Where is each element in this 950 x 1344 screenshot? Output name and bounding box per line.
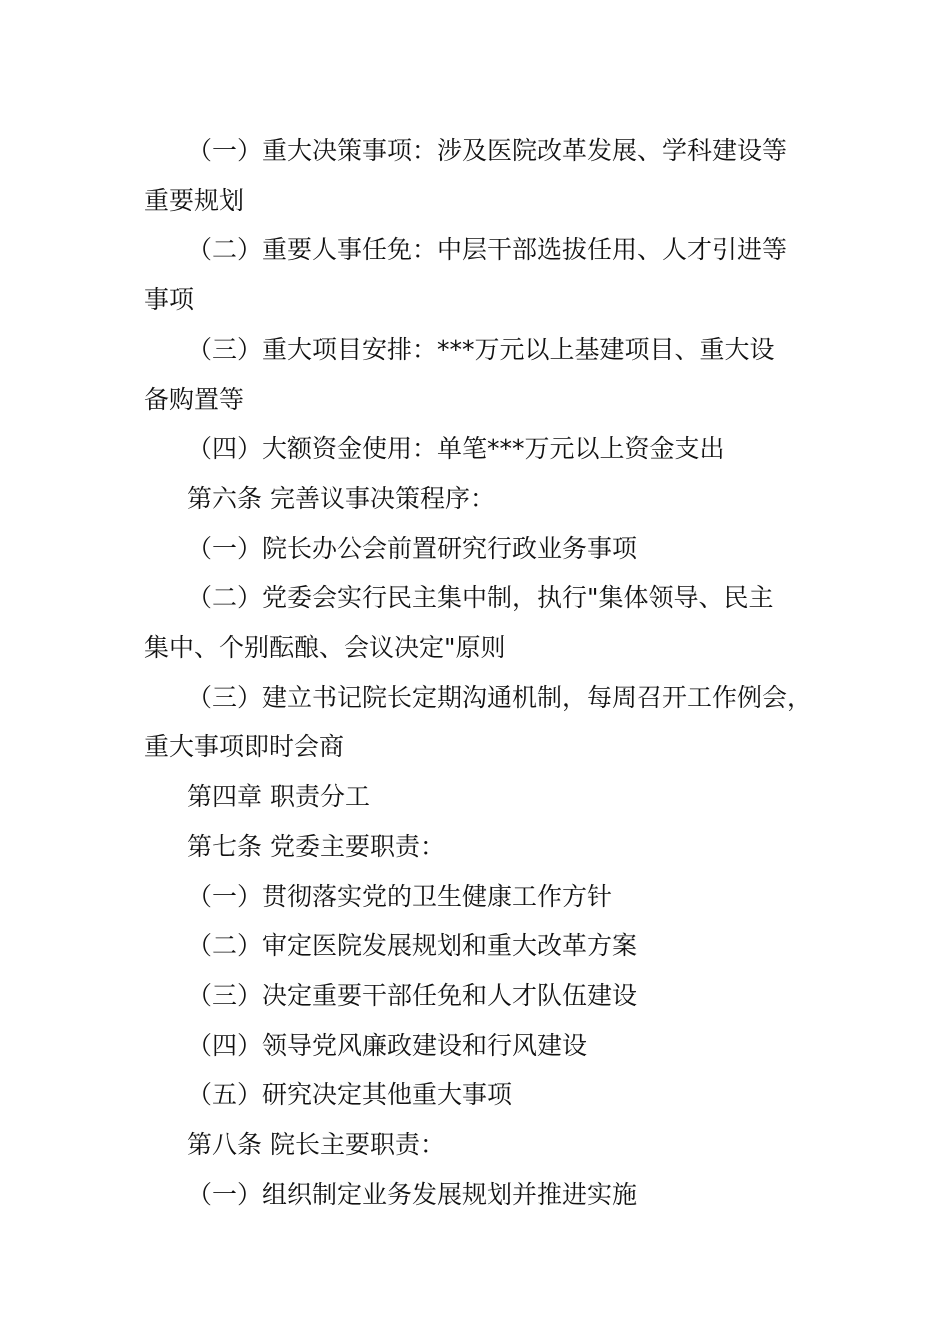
article-8-heading <box>144 1120 834 1170</box>
paragraph-communication-cont <box>144 722 834 772</box>
text-line: 第六条 完善议事决策程序： <box>187 483 495 513</box>
text-line: 集中、个别酝酿、会议决定"原则 <box>144 633 506 663</box>
text-line: 第四章 职责分工 <box>187 782 370 812</box>
paragraph-personnel-cont <box>144 275 834 325</box>
list-item <box>144 921 834 971</box>
list-item <box>144 1170 834 1220</box>
article-7-heading <box>144 822 834 872</box>
paragraph-president-office <box>144 524 834 574</box>
list-item <box>144 1070 834 1120</box>
text-line: （二）审定医院发展规划和重大改革方案 <box>187 931 638 961</box>
paragraph-major-decisions-cont <box>144 176 834 226</box>
article-6-heading <box>144 474 834 524</box>
paragraph-communication <box>144 673 834 723</box>
text-line: （一）重大决策事项：涉及医院改革发展、学科建设等 <box>187 136 788 165</box>
list-item <box>144 1021 834 1071</box>
text-line: （一）贯彻落实党的卫生健康工作方针 <box>187 881 613 911</box>
text-line: （二）党委会实行民主集中制，执行"集体领导、民主 <box>187 583 774 613</box>
list-item <box>144 971 834 1021</box>
text-line: （三）建立书记院长定期沟通机制，每周召开工作例会， <box>187 682 813 712</box>
text-line: 重大事项即时会商 <box>144 732 345 762</box>
text-line: （四）领导党风廉政建设和行风建设 <box>187 1030 588 1060</box>
text-line: 重要规划 <box>144 185 245 215</box>
paragraph-democratic-centralism <box>144 573 834 623</box>
text-line: （四）大额资金使用：单笔***万元以上资金支出 <box>187 434 725 464</box>
paragraph-funds <box>144 424 834 474</box>
paragraph-democratic-centralism-cont <box>144 623 834 673</box>
paragraph-personnel <box>144 225 834 275</box>
text-line: 第八条 院长主要职责： <box>187 1130 445 1160</box>
paragraph-projects <box>144 325 834 375</box>
text-line: （一）组织制定业务发展规划并推进实施 <box>187 1179 638 1209</box>
list-item <box>144 872 834 922</box>
text-line: （三）决定重要干部任免和人才队伍建设 <box>187 980 638 1010</box>
chapter-4-heading <box>144 772 834 822</box>
text-line: （三）重大项目安排：***万元以上基建项目、重大设 <box>187 334 775 364</box>
paragraph-major-decisions <box>144 126 834 176</box>
text-line: （一）院长办公会前置研究行政业务事项 <box>187 533 638 563</box>
paragraph-projects-cont <box>144 375 834 425</box>
text-line: 第七条 党委主要职责： <box>187 831 445 861</box>
document-body <box>144 126 834 1219</box>
text-line: （五）研究决定其他重大事项 <box>187 1080 513 1110</box>
text-line: （二）重要人事任免：中层干部选拔任用、人才引进等 <box>187 235 788 265</box>
text-line: 事项 <box>144 285 195 315</box>
text-line: 备购置等 <box>144 384 245 414</box>
